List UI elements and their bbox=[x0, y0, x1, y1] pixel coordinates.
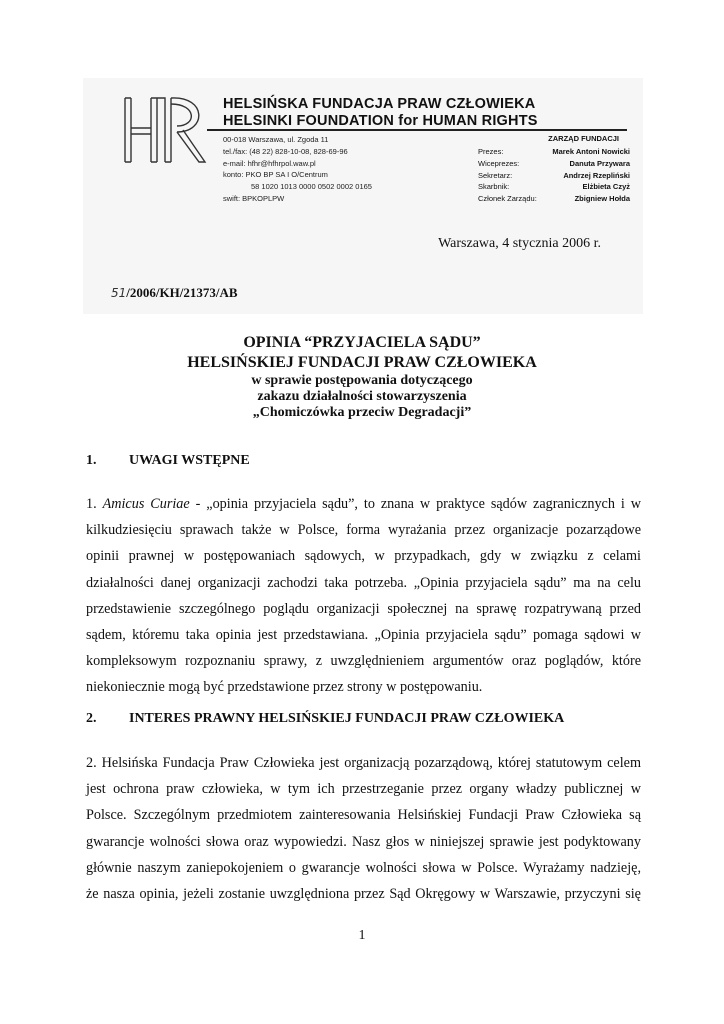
paragraph-line: opinii prawnej w postępowaniach sądowych, w przypadkach, gdy w związku z celami bbox=[86, 548, 641, 565]
board-list bbox=[478, 146, 630, 205]
page-number: 1 bbox=[358, 928, 366, 943]
title-line-2: HELSIŃSKIEJ FUNDACJI PRAW CZŁOWIEKA bbox=[187, 354, 537, 371]
hfhr-logo bbox=[121, 92, 207, 168]
section-1-heading: 1. UWAGI WSTĘPNE bbox=[86, 453, 250, 468]
section-2-paragraph bbox=[86, 750, 641, 907]
section-2-heading: 2. INTERES PRAWNY HELSIŃSKIEJ FUNDACJI PRAW CZŁOWIEKA bbox=[86, 711, 565, 726]
board-member: Wiceprezes: Danuta Przywara bbox=[478, 158, 630, 168]
paragraph-line: kompleksowym rozpoznaniu sprawy, z uwzględnieniem argumentów oraz poglądów, które bbox=[86, 653, 641, 670]
phone-fax: tel./fax: (48 22) 828-10-08, 828-69-96 bbox=[223, 146, 348, 156]
paragraph-line: gwarancje wolności słowa oraz wypowiedzi. Nasz głos w niniejszej sprawie jest podyktowany bbox=[86, 833, 641, 850]
paragraph-line: głównie naszym zaniepokojeniem o gwarancje wolności słowa w Polsce. Wyrażamy nadzieję, bbox=[86, 859, 641, 876]
letterhead-divider bbox=[207, 129, 627, 131]
bank-name: konto: PKO BP SA I O/Centrum bbox=[223, 170, 328, 180]
org-name-english: HELSINKI FOUNDATION for HUMAN RIGHTS bbox=[223, 113, 538, 129]
paragraph-line: działalności danej organizacji zachodzi taka potrzeba. „Opinia przyjaciela sądu” ma na celu bbox=[86, 574, 641, 591]
bank-account: 58 1020 1013 0000 0502 0002 0165 bbox=[251, 182, 372, 192]
board-member: Członek Zarządu: Zbigniew Hołda bbox=[478, 194, 630, 204]
board-member: Sekretarz: Andrzej Rzepliński bbox=[478, 170, 630, 180]
paragraph-line: 1. Amicus Curiae - „opinia przyjaciela sądu”, to znana w praktyce sądów zagranicznych i w bbox=[86, 496, 641, 512]
handwritten-ref-prefix: 51 bbox=[111, 286, 127, 300]
board-title: ZARZĄD FUNDACJI bbox=[548, 134, 619, 143]
title-line-1: OPINIA “PRZYJACIELA SĄDU” bbox=[243, 334, 481, 351]
swift-code: swift: BPKOPLPW bbox=[223, 193, 285, 203]
address: 00-018 Warszawa, ul. Zgoda 11 bbox=[223, 135, 329, 144]
paragraph-line: przedstawienie szczególnego poglądu organizacji społecznej na sprawę rozpatrywaną przed bbox=[86, 600, 641, 617]
email: e-mail: hfhr@hfhrpol.waw.pl bbox=[223, 158, 316, 168]
paragraph-line: kilkudziesięciu sprawach także w Polsce, forma wyrażania przez organizacje pozarządowe bbox=[86, 522, 641, 539]
board-member: Skarbnik: Elżbieta Czyż bbox=[478, 182, 630, 192]
title-line-5: „Chomiczówka przeciw Degradacji” bbox=[252, 405, 472, 420]
section-1-paragraph bbox=[86, 491, 641, 701]
paragraph-line: niekoniecznie mogą być przedstawione przez strony w postępowaniu. bbox=[86, 679, 483, 696]
reference-number: 51/2006/KH/21373/AB bbox=[111, 285, 238, 300]
title-line-3: w sprawie postępowania dotyczącego bbox=[251, 373, 473, 388]
org-name-polish: HELSIŃSKA FUNDACJA PRAW CZŁOWIEKA bbox=[223, 96, 536, 112]
paragraph-line: 2. Helsińska Fundacja Praw Człowieka jest organizacją pozarządową, której statutowym celem bbox=[86, 755, 641, 771]
board-member: Prezes: Marek Antoni Nowicki bbox=[478, 147, 630, 156]
paragraph-line: że nasza opinia, jeżeli zostanie uwzględniona przez Sąd Okręgowy w Warszawie, przyczyni się bbox=[86, 886, 641, 903]
contact-info bbox=[223, 134, 372, 205]
paragraph-line: sądem, któremu taka opinia jest przedstawiana. „Opinia przyjaciela sądu” pomaga sądowi w bbox=[86, 627, 641, 644]
paragraph-line: jest ochrona praw człowieka, w tym ich przestrzeganie przez organy władzy publicznej w bbox=[86, 781, 641, 798]
place-date: Warszawa, 4 stycznia 2006 r. bbox=[438, 236, 601, 251]
letterhead bbox=[83, 78, 643, 314]
document-title bbox=[0, 333, 724, 421]
title-line-4: zakazu działalności stowarzyszenia bbox=[257, 389, 467, 404]
paragraph-line: Polsce. Szczególnym przedmiotem zainteresowania Helsińskiej Fundacji Praw Człowieka są bbox=[86, 807, 641, 824]
